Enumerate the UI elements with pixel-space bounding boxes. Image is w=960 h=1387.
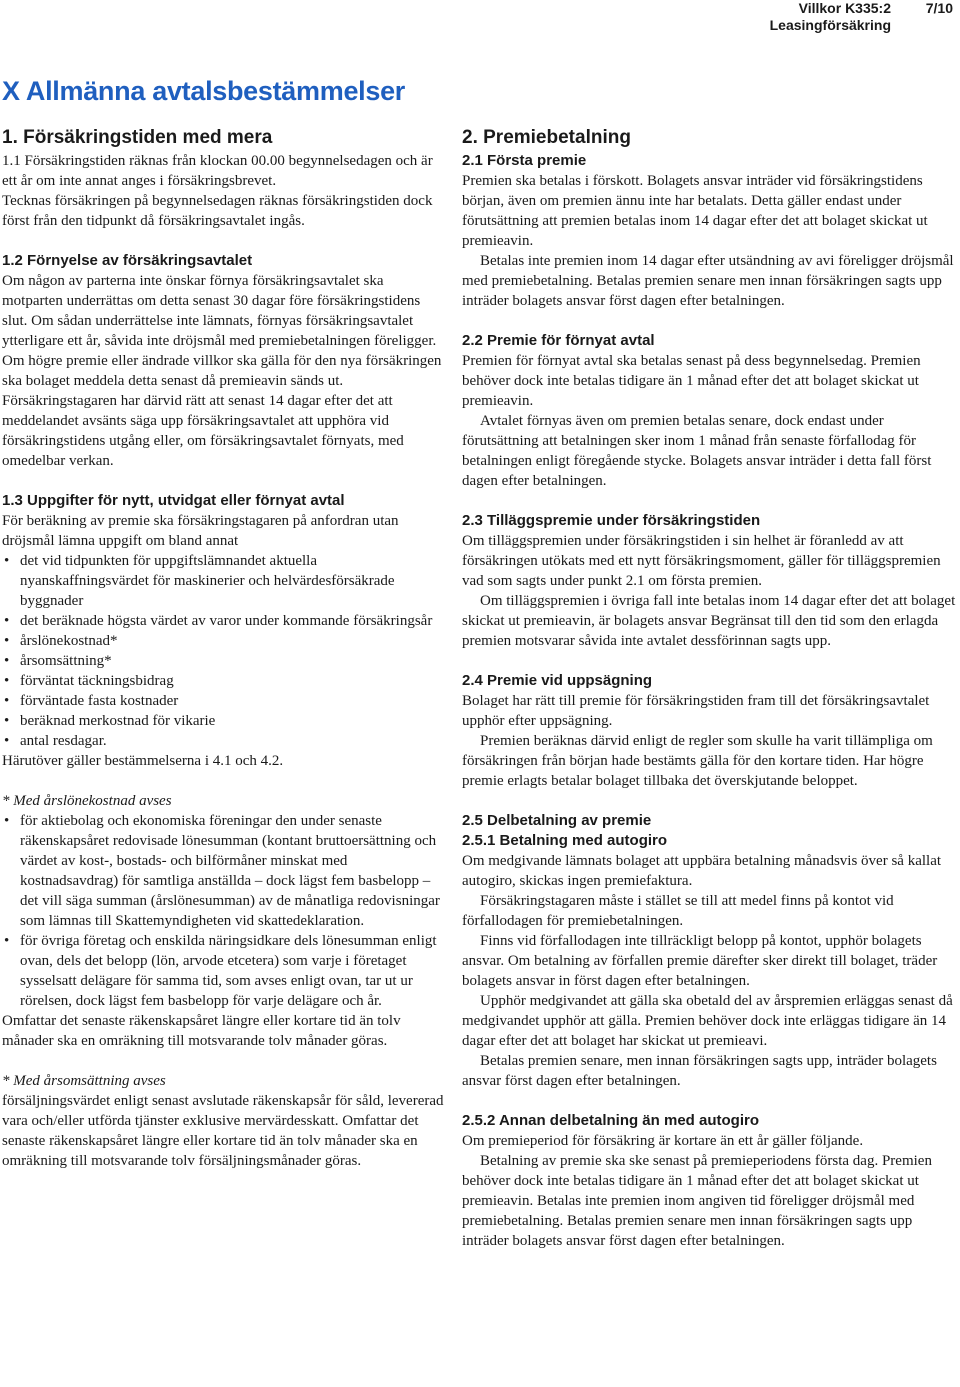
list-item: • årsomsättning* — [2, 651, 447, 671]
paragraph-2-2a: Premien för förnyat avtal ska betalas senast på dess begynnelsedag. Premien behöver dock inte betalas tidigare än 1 månad efter det att bolaget skickat ut premieavin. — [462, 353, 921, 409]
paragraph-2-5-2a: Om premieperiod för försäkring är kortare än ett år gäller följande. — [462, 1133, 864, 1149]
paragraph-2-4a: Bolaget har rätt till premie för försäkringstiden fram till det försäkringsavtalet upphör efter uppsägning. — [462, 693, 930, 729]
section-1-3-list — [2, 551, 447, 751]
section-2-4-heading: 2.4 Premie vid uppsägning — [462, 672, 653, 689]
paragraph-1-2b: Om högre premie eller ändrade villkor ska gälla för den nya försäkringen ska bolaget meddela detta senast då premieavin sänds ut. Försäkringstagaren har därvid rätt att senast 14 dagar efter det att meddelandet avsänts säga upp försäkringsavtalet att upphöra vid försäkringstidens utgång eller, om försäkringsavtalet förnyats, med omedelbar verkan. — [2, 353, 442, 469]
section-1-2-heading: 1.2 Förnyelse av försäkringsavtalet — [2, 252, 253, 269]
paragraph-2-2b: Avtalet förnyas även om premien betalas senare, dock endast under förutsättning att betalningen sker inom 1 månad från senaste förfallodag för betalningen enligt föregående stycke. Bolagets ansvar inträder i detta fall först dagen efter betalningen. — [462, 413, 932, 489]
paragraph-2-5-2b: Betalning av premie ska ske senast på premieperiodens första dag. Premien behöver dock inte betalas tidigare än 1 månad efter det att bolaget skickat ut premieavin. Betalas inte premien inom angiven tid föreligger dröjsmål med premiebetalning. Betalas premien senare men innan försäkringen sagts upp inträder bolagets ansvar först dagen efter betalningen. — [462, 1153, 932, 1249]
list-item: • antal resdagar. — [2, 731, 447, 751]
list-item: • det vid tidpunkten för uppgiftslämnandet aktuella nyanskaffningsvärdet för maskinerier och helvärdesförsäkrade byggnader — [2, 551, 447, 611]
list-item: • förväntat täckningsbidrag — [2, 671, 447, 691]
document-name: Leasingförsäkring — [769, 17, 891, 33]
section-2-2-heading: 2.2 Premie för förnyat avtal — [462, 332, 655, 349]
list-item: • årslönekostnad* — [2, 631, 447, 651]
section-2-5-heading: 2.5 Delbetalning av premie — [462, 812, 652, 829]
section-2-5-1-heading: 2.5.1 Betalning med autogiro — [462, 832, 668, 849]
paragraph-1-1b: Tecknas försäkringen på begynnelsedagen räknas försäkringstiden dock först från den tidpunkt då försäkringsavtalet ingås. — [2, 193, 433, 229]
page-header — [635, 0, 955, 40]
paragraph-1-2a: Om någon av parterna inte önskar förnya försäkringsavtalet ska motparten underrättas om detta senast 30 dagar före försäkringstidens slut. Om sådan underrättelse inte lämnats, förnyas försäkringsavtalet ytterligare ett år, såvida inte dröjsmål med premiebetalningen föreligger. — [2, 273, 437, 349]
paragraph-2-5-1b: Försäkringstagaren måste i stället se till att medel finns på kontot vid förfallodagen för premiebetalningen. — [462, 893, 894, 929]
paragraph-1-3-after: Härutöver gäller bestämmelserna i 4.1 och 4.2. — [2, 753, 284, 769]
list-item: • för övriga företag och enskilda näringsidkare dels lönesumman enligt ovan, dels det belopp (lön, arvode etcetera) som varje i företaget sysselsatt delägare för samma tid, som avses enligt ovan, tar ut ur rörelsen, dock lägst fem basbelopp för varje delägare och år. — [2, 931, 447, 1011]
paragraph-2-3b: Om tilläggspremien i övriga fall inte betalas inom 14 dagar efter det att bolaget skickat ut premieavin, är bolagets ansvar Begränsat till den tid som den erlagda premien motsvarar såvida inte avtalet dessförinnan sagts upp. — [462, 593, 956, 649]
list-item: • förväntade fasta kostnader — [2, 691, 447, 711]
section-1-heading: 1. Försäkringstiden med mera — [2, 127, 273, 148]
footnote-2-title: * Med årsomsättning avses — [2, 1073, 166, 1089]
paragraph-2-5-1d: Upphör medgivandet att gälla ska obetald del av årspremien erläggas senast då medgivandet upphör att gälla. Premien behöver dock inte erläggas tidigare än 14 dagar efter det att bolaget har skickat ut premieavi. — [462, 993, 953, 1049]
page-number: 7/10 — [925, 0, 953, 16]
paragraph-2-5-1e: Betalas premien senare, men innan försäkringen sagts upp, inträder bolagets ansvar först dagen efter betalningen. — [462, 1053, 937, 1089]
footnote-2-text: försäljningsvärdet enligt senast avslutade räkenskapsår för såld, levererad vara och/eller utförda tjänster exklusive mervärdesskatt. Omfattar det senaste räkenskapsåret längre eller kortare tid än tolv månader ska en omräkning till motsvarande tolv försäljningsmånader göras. — [2, 1093, 444, 1169]
document-id-block — [770, 0, 891, 34]
paragraph-1-3-intro: För beräkning av premie ska försäkringstagaren på anfordran utan dröjsmål lämna uppgift om bland annat — [2, 513, 399, 549]
paragraph-2-5-1a: Om medgivande lämnats bolaget att uppbära betalning månadsvis över så kallat autogiro, skickas ingen premiefaktura. — [462, 853, 942, 889]
paragraph-2-1b: Betalas inte premien inom 14 dagar efter utsändning av avi föreligger dröjsmål med premiebetalning. Betalas premien senare men innan försäkringen sagts upp inträder bolagets ansvar först dagen efter betalningen. — [462, 253, 954, 309]
footnote-1-list — [2, 811, 447, 1011]
list-item: • beräknad merkostnad för vikarie — [2, 711, 447, 731]
list-item: • det beräknade högsta värdet av varor under kommande försäkringsår — [2, 611, 447, 631]
section-1-3-heading: 1.3 Uppgifter för nytt, utvidgat eller förnyat avtal — [2, 492, 345, 509]
section-2-5-2-heading: 2.5.2 Annan delbetalning än med autogiro — [462, 1112, 759, 1129]
paragraph-1-1: 1.1 Försäkringstiden räknas från klockan 00.00 begynnelsedagen och är ett år om inte annat anges i försäkringsbrevet. — [2, 153, 433, 189]
section-2-heading: 2. Premiebetalning — [462, 127, 631, 148]
paragraph-2-3a: Om tilläggspremien under försäkringstiden i sin helhet är föranledd av att försäkringen utökats med ett nytt försäkringsmoment, gäller för tilläggspremien vad som sagts under punkt 2.1 om första premien. — [462, 533, 941, 589]
paragraph-2-1a: Premien ska betalas i förskott. Bolagets ansvar inträder vid försäkringstidens början, även om premien ännu inte har betalats. Detta gäller endast under förutsättning att premien betalas inom 14 dagar efter det att bolaget skickat ut premieavin. — [462, 173, 928, 249]
paragraph-2-5-1c: Finns vid förfallodagen inte tillräckligt belopp på kontot, upphör bolagets ansvar. Om betalning av förfallen premie därefter sker direkt till bolaget, träder bolagets ansvar in först dagen efter betalningen. — [462, 933, 938, 989]
section-2-1-heading: 2.1 Första premie — [462, 152, 587, 169]
document-id: Villkor K335:2 — [798, 0, 891, 16]
section-2-3-heading: 2.3 Tilläggspremie under försäkringstiden — [462, 512, 761, 529]
list-item: • för aktiebolag och ekonomiska föreningar den under senaste räkenskapsåret redovisade lönesumman (kontant bruttoersättning och värdet av kost-, bostads- och bilförmåner minskat med kostnadsavdrag) för samtliga anställda – dock lägst fem basbelopp – det vill säga summan (årslönesumman) av de månatliga redovisningar som lämnas till Skattemyndigheten vid skattedeklaration. — [2, 811, 447, 931]
footnote-1-title: * Med årslönekostnad avses — [2, 793, 172, 809]
right-column — [462, 125, 957, 1251]
paragraph-2-4b: Premien beräknas därvid enligt de regler som skulle ha varit tillämpliga om försäkringen från början hade bestämts gälla för den kortare tiden. Har högre premie erlagts betalar bolaget tillbaka det överskjutande beloppet. — [462, 733, 933, 789]
footnote-1-after: Omfattar det senaste räkenskapsåret längre eller kortare tid än tolv månader ska en omräkning till motsvarande tolv månader göras. — [2, 1013, 401, 1049]
left-column — [2, 125, 447, 1171]
chapter-title: X Allmänna avtalsbestämmelser — [2, 76, 405, 106]
